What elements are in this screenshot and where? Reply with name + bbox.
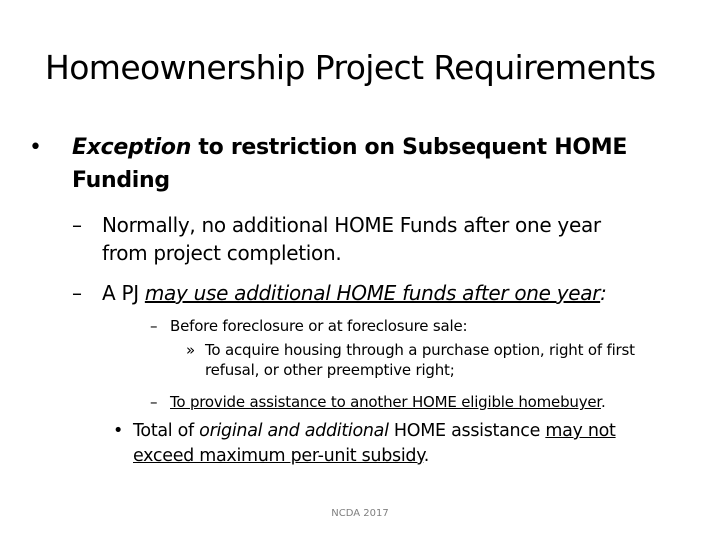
- sub-before-foreclosure: Before foreclosure or at foreclosure sale:: [170, 317, 468, 335]
- sub-acquire-housing-line2: refusal, or other preemptive right;: [205, 361, 455, 379]
- dash-marker: –: [72, 281, 82, 305]
- sub-normally-line2: from project completion.: [102, 241, 342, 265]
- total-middle: HOME assistance: [388, 421, 546, 441]
- footer: NCDA 2017: [331, 508, 389, 519]
- bullet-marker: •: [113, 421, 124, 441]
- bullet-exception-line2: Funding: [72, 168, 170, 193]
- bullet-exception-line1: to restriction on Subsequent HOME: [191, 135, 628, 160]
- bullet-exception: [72, 131, 712, 197]
- total-italic: original and additional: [199, 421, 389, 441]
- raquo-marker: »: [186, 341, 195, 359]
- bullet-total: [133, 419, 693, 469]
- dash-marker: –: [150, 317, 158, 335]
- sub-pj-underlined: may use additional HOME funds after one year: [144, 281, 601, 305]
- sub-pj-prefix: A PJ: [102, 281, 145, 305]
- dash-marker: –: [72, 213, 82, 237]
- slide-title: Homeownership Project Requirements: [45, 48, 656, 87]
- dash-marker: –: [150, 393, 158, 411]
- sub-normally-line1: Normally, no additional HOME Funds after one year: [102, 213, 601, 237]
- sub-provide-assistance: [170, 392, 606, 412]
- sub-acquire-housing-line1: To acquire housing through a purchase option, right of first: [205, 341, 635, 359]
- bullet-marker: •: [29, 135, 42, 160]
- total-underlined-2: exceed maximum per-unit subsidy: [133, 446, 424, 466]
- total-underlined-1: may not: [545, 421, 616, 441]
- sub-pj: [102, 279, 607, 307]
- total-prefix: Total of: [133, 421, 200, 441]
- total-suffix: .: [423, 446, 430, 466]
- sub-acquire-housing: [205, 340, 685, 380]
- sub-provide-assistance-suffix: .: [601, 393, 606, 411]
- sub-normally: [102, 211, 702, 267]
- sub-provide-assistance-underlined: To provide assistance to another HOME eligible homebuyer: [170, 393, 601, 411]
- exception-emphasis: Exception: [72, 135, 192, 160]
- sub-pj-suffix: :: [600, 281, 607, 305]
